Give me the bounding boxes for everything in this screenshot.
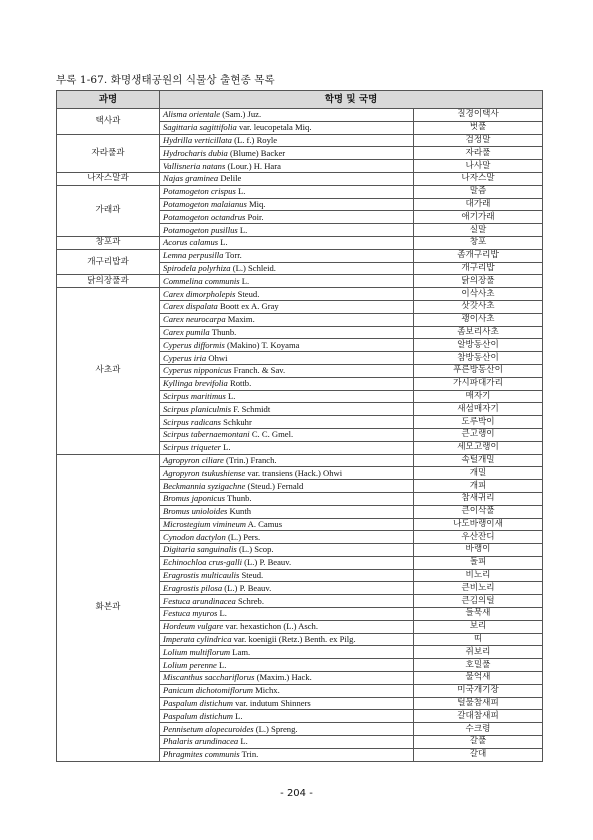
authority: (L.) Pers. — [227, 531, 261, 542]
scientific-name — [160, 723, 414, 736]
scientific-name — [160, 710, 414, 723]
binomial: Imperata cylindrica — [163, 634, 232, 645]
scientific-name — [160, 748, 414, 761]
korean-name: 큰고랭이 — [414, 428, 543, 441]
authority: Steud. — [241, 570, 264, 581]
korean-name: 푸른방동산이 — [414, 364, 543, 377]
authority: L. — [241, 275, 250, 286]
authority: (Makino) T. Koyama — [227, 339, 300, 350]
scientific-name — [160, 211, 414, 224]
binomial: Phragmites communis — [163, 749, 240, 760]
binomial: Eragrostis pilosa — [163, 582, 223, 593]
authority: L. — [239, 224, 248, 235]
korean-name: 나자스말 — [414, 172, 543, 185]
binomial: Cynodon dactylon — [163, 531, 226, 542]
binomial: Commelina communis — [163, 275, 240, 286]
binomial: Spirodela polyrhiza — [163, 262, 231, 273]
authority: Schkuhr — [223, 416, 252, 427]
table-row — [57, 249, 543, 262]
scientific-name — [160, 326, 414, 339]
scientific-name — [160, 646, 414, 659]
scientific-name — [160, 109, 414, 122]
korean-name: 속털개밀 — [414, 454, 543, 467]
korean-name: 좀개구리밥 — [414, 249, 543, 262]
authority: Lam. — [232, 646, 251, 657]
authority: (Sam.) Juz. — [222, 109, 262, 120]
scientific-name — [160, 224, 414, 237]
korean-name: 벗풀 — [414, 121, 543, 134]
scientific-name — [160, 121, 414, 134]
korean-name: 큰비노리 — [414, 582, 543, 595]
family-header: 과명 — [57, 91, 160, 109]
korean-name: 나도바랭이새 — [414, 518, 543, 531]
authority: L. — [237, 186, 246, 197]
table-row — [57, 288, 543, 301]
binomial: Potamogeton malaianus — [163, 198, 247, 209]
authority: (Steud.) Fernald — [247, 480, 304, 491]
binomial: Paspalum distichum — [163, 710, 233, 721]
authority: (L.) P. Beauv. — [244, 557, 292, 568]
family-name: 창포과 — [57, 236, 160, 249]
binomial: Bromus japonicus — [163, 493, 225, 504]
korean-name: 나사말 — [414, 160, 543, 173]
table-body — [57, 109, 543, 762]
family-name: 닭의장풀과 — [57, 275, 160, 288]
authority: Rottb. — [230, 378, 252, 389]
scientific-name — [160, 288, 414, 301]
binomial: Scirpus maritimus — [163, 390, 226, 401]
table-caption: 부록 1-67. 화명생태공원의 식물상 출현종 목록 — [56, 74, 275, 86]
korean-name: 이삭사초 — [414, 288, 543, 301]
scientific-name — [160, 262, 414, 275]
authority: (Blume) Backer — [230, 147, 286, 158]
korean-name: 개피 — [414, 480, 543, 493]
binomial: Carex dimorpholepis — [163, 288, 236, 299]
authority: var. leucopetala Miq. — [238, 122, 312, 133]
authority: Thunb. — [227, 493, 252, 504]
binomial: Scirpus radicans — [163, 416, 222, 427]
authority: Trin. — [241, 749, 259, 760]
scientific-name — [160, 505, 414, 518]
binomial: Alisma orientale — [163, 109, 221, 120]
family-name: 가래과 — [57, 185, 160, 236]
page-number: - 204 - — [280, 788, 313, 799]
table-row — [57, 134, 543, 147]
binomial: Kyllinga brevifolia — [163, 378, 228, 389]
korean-name: 매자기 — [414, 390, 543, 403]
scientific-name — [160, 160, 414, 173]
authority: (Maxim.) Hack. — [256, 672, 312, 683]
korean-name: 보리 — [414, 620, 543, 633]
binomial: Miscanthus sacchariflorus — [163, 672, 255, 683]
scientific-name — [160, 134, 414, 147]
binomial: Eragrostis multicaulis — [163, 570, 240, 581]
korean-name: 갈대 — [414, 748, 543, 761]
binomial: Pennisetum alopecuroides — [163, 723, 254, 734]
authority: Schreb. — [237, 595, 264, 606]
authority: (Lour.) H. Hara — [227, 160, 281, 171]
authority: var. koenigii (Retz.) Benth. ex Pilg. — [233, 634, 356, 645]
korean-name: 비노리 — [414, 569, 543, 582]
binomial: Potamogeton crispus — [163, 186, 236, 197]
authority: (L.) Scop. — [238, 544, 274, 555]
scientific-name — [160, 659, 414, 672]
korean-name: 개구리밥 — [414, 262, 543, 275]
scientific-name — [160, 467, 414, 480]
authority: Poir. — [247, 211, 264, 222]
table-row — [57, 454, 543, 467]
scientific-name — [160, 620, 414, 633]
scientific-name — [160, 403, 414, 416]
binomial: Carex neurocarpa — [163, 314, 226, 325]
authority: Torr. — [225, 250, 242, 261]
family-name: 나자스말과 — [57, 172, 160, 185]
binomial: Beckmannia syzigachne — [163, 480, 246, 491]
family-name: 택사과 — [57, 109, 160, 135]
scientific-name — [160, 364, 414, 377]
korean-name: 개밀 — [414, 467, 543, 480]
korean-name: 참새귀리 — [414, 492, 543, 505]
authority: Delile — [220, 173, 242, 184]
korean-name: 실말 — [414, 224, 543, 237]
authority: (L.) P. Beauv. — [224, 582, 272, 593]
scientific-name — [160, 313, 414, 326]
scientific-name — [160, 147, 414, 160]
binomial: Digitaria sanguinalis — [163, 544, 237, 555]
authority: Miq. — [248, 198, 266, 209]
korean-name: 갈풀 — [414, 736, 543, 749]
scientific-name — [160, 544, 414, 557]
binomial: Echinochloa crus-galli — [163, 557, 243, 568]
korean-name: 띠 — [414, 633, 543, 646]
binomial: Potamogeton pusillus — [163, 224, 238, 235]
korean-name: 세모고랭이 — [414, 441, 543, 454]
authority: Kunth — [229, 506, 252, 517]
scientific-name — [160, 172, 414, 185]
scientific-name — [160, 556, 414, 569]
authority: (L. f.) Royle — [234, 134, 278, 145]
binomial: Scirpus planiculmis — [163, 403, 232, 414]
scientific-name — [160, 736, 414, 749]
family-name: 화본과 — [57, 454, 160, 761]
authority: F. Schmidt — [233, 403, 271, 414]
scientific-name — [160, 275, 414, 288]
binomial: Carex pumila — [163, 326, 210, 337]
korean-name: 털물참새피 — [414, 697, 543, 710]
binomial: Sagittaria sagittifolia — [163, 122, 237, 133]
scientific-name — [160, 300, 414, 313]
korean-name: 물억새 — [414, 672, 543, 685]
binomial: Hydrilla verticillata — [163, 134, 232, 145]
scientific-name — [160, 582, 414, 595]
authority: A. Camus — [247, 518, 283, 529]
authority: (Trin.) Franch. — [226, 454, 277, 465]
korean-name: 큰이삭풀 — [414, 505, 543, 518]
authority: L. — [219, 608, 227, 619]
authority: Franch. & Sav. — [233, 365, 286, 376]
binomial: Agropyron tsukushiense — [163, 467, 246, 478]
authority: var. transiens (Hack.) Ohwi — [247, 467, 343, 478]
korean-name: 우산잔디 — [414, 531, 543, 544]
binomial: Microstegium vimineum — [163, 518, 246, 529]
korean-name: 질경이택사 — [414, 109, 543, 122]
scientific-name — [160, 428, 414, 441]
scientific-name — [160, 390, 414, 403]
table-row — [57, 185, 543, 198]
authority: L. — [220, 237, 228, 248]
korean-name: 호밀풀 — [414, 659, 543, 672]
authority: L. — [235, 710, 243, 721]
scientific-name — [160, 339, 414, 352]
korean-name: 자라풀 — [414, 147, 543, 160]
scientific-name — [160, 531, 414, 544]
scientific-name — [160, 492, 414, 505]
binomial: Festuca arundinacea — [163, 595, 236, 606]
authority: L. — [227, 390, 236, 401]
binomial: Scirpus tabernaemontani — [163, 429, 250, 440]
binomial: Hordeum vulgare — [163, 621, 224, 632]
korean-name: 들묵새 — [414, 608, 543, 621]
binomial: Lolium multiflorum — [163, 646, 231, 657]
authority: var. hexastichon (L.) Asch. — [225, 621, 318, 632]
scientific-name — [160, 608, 414, 621]
authority: L. — [219, 659, 227, 670]
binomial: Panicum dichotomiflorum — [163, 685, 253, 696]
binomial: Lemna perpusilla — [163, 250, 224, 261]
authority: Ohwi — [208, 352, 228, 363]
korean-name: 검정말 — [414, 134, 543, 147]
korean-name: 괭이사초 — [414, 313, 543, 326]
scientific-name — [160, 684, 414, 697]
species-header: 학명 및 국명 — [160, 91, 543, 109]
scientific-name — [160, 416, 414, 429]
table-row — [57, 172, 543, 185]
scientific-name — [160, 633, 414, 646]
binomial: Scirpus triqueter — [163, 442, 222, 453]
authority: C. C. Gmel. — [251, 429, 294, 440]
binomial: Carex dispalata — [163, 301, 218, 312]
korean-name: 말즘 — [414, 185, 543, 198]
binomial: Paspalum distichum — [163, 698, 233, 709]
korean-name: 수크령 — [414, 723, 543, 736]
scientific-name — [160, 198, 414, 211]
korean-name: 새섬매자기 — [414, 403, 543, 416]
korean-name: 알방동산이 — [414, 339, 543, 352]
scientific-name — [160, 595, 414, 608]
authority: (L.) Schleid. — [232, 262, 276, 273]
table-row — [57, 275, 543, 288]
scientific-name — [160, 569, 414, 582]
korean-name: 애기가래 — [414, 211, 543, 224]
binomial: Hydrocharis dubia — [163, 147, 228, 158]
binomial: Cyperus difformis — [163, 339, 225, 350]
korean-name: 닭의장풀 — [414, 275, 543, 288]
binomial: Festuca myuros — [163, 608, 218, 619]
binomial: Agropyron ciliare — [163, 454, 224, 465]
authority: Michx. — [255, 685, 280, 696]
family-name: 사초과 — [57, 288, 160, 454]
korean-name: 대가래 — [414, 198, 543, 211]
authority: Boott ex A. Gray — [219, 301, 279, 312]
table-row — [57, 236, 543, 249]
scientific-name — [160, 697, 414, 710]
korean-name: 가시파대가리 — [414, 377, 543, 390]
korean-name: 쥐보리 — [414, 646, 543, 659]
binomial: Phalaris arundinacea — [163, 736, 239, 747]
authority: Maxim. — [227, 314, 255, 325]
binomial: Lolium perenne — [163, 659, 217, 670]
scientific-name — [160, 352, 414, 365]
species-table — [56, 90, 543, 762]
korean-name: 갈대참새피 — [414, 710, 543, 723]
korean-name: 좀보리사초 — [414, 326, 543, 339]
scientific-name — [160, 480, 414, 493]
authority: Thunb. — [211, 326, 237, 337]
scientific-name — [160, 249, 414, 262]
family-name: 자라풀과 — [57, 134, 160, 172]
binomial: Najas graminea — [163, 173, 219, 184]
table-row — [57, 109, 543, 122]
binomial: Cyperus nipponicus — [163, 365, 232, 376]
authority: L. — [240, 736, 248, 747]
family-name: 개구리밥과 — [57, 249, 160, 275]
scientific-name — [160, 441, 414, 454]
scientific-name — [160, 236, 414, 249]
binomial: Acorus calamus — [163, 237, 219, 248]
binomial: Bromus unioloides — [163, 506, 228, 517]
authority: Steud. — [237, 288, 260, 299]
korean-name: 참방동산이 — [414, 352, 543, 365]
korean-name: 돌피 — [414, 556, 543, 569]
binomial: Potamogeton octandrus — [163, 211, 246, 222]
korean-name: 큰김의털 — [414, 595, 543, 608]
korean-name: 바랭이 — [414, 544, 543, 557]
korean-name: 미국개기장 — [414, 684, 543, 697]
authority: L. — [223, 442, 231, 453]
scientific-name — [160, 185, 414, 198]
authority: var. indutum Shinners — [235, 698, 311, 709]
korean-name: 창포 — [414, 236, 543, 249]
korean-name: 삿갓사초 — [414, 300, 543, 313]
scientific-name — [160, 672, 414, 685]
korean-name: 도루박이 — [414, 416, 543, 429]
table-header-row — [57, 91, 543, 109]
authority: (L.) Spreng. — [255, 723, 298, 734]
scientific-name — [160, 454, 414, 467]
scientific-name — [160, 377, 414, 390]
binomial: Cyperus iria — [163, 352, 207, 363]
binomial: Vallisneria natans — [163, 160, 226, 171]
scientific-name — [160, 518, 414, 531]
